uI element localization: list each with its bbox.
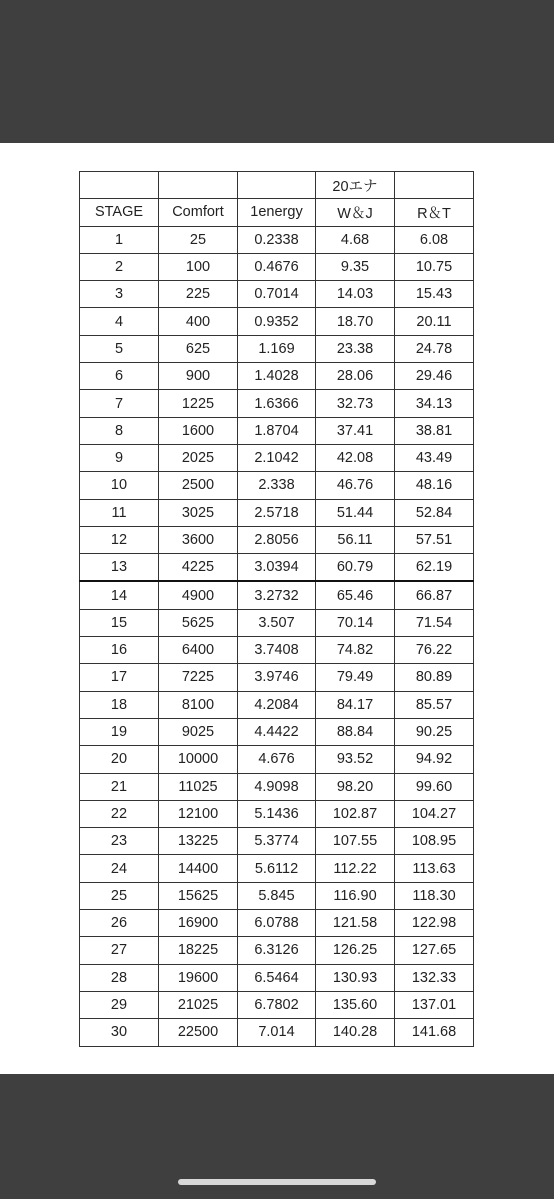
table-cell: 137.01 [395, 991, 474, 1018]
table-row [80, 609, 474, 636]
table-row [80, 526, 474, 553]
table-cell: 8100 [159, 691, 238, 718]
table-cell: 14.03 [316, 281, 395, 308]
table-cell: 5 [80, 335, 159, 362]
table-cell: 18225 [159, 937, 238, 964]
table-cell: 6 [80, 363, 159, 390]
table-row [80, 882, 474, 909]
table-cell: 23 [80, 828, 159, 855]
table-cell: 20エナ [316, 172, 395, 199]
table-cell: 113.63 [395, 855, 474, 882]
table-cell: 38.81 [395, 417, 474, 444]
table-cell: 1600 [159, 417, 238, 444]
table-row [80, 308, 474, 335]
table-cell: 102.87 [316, 800, 395, 827]
table-cell: 28 [80, 964, 159, 991]
table-cell: 20 [80, 746, 159, 773]
table-cell: 65.46 [316, 581, 395, 609]
table-cell: 118.30 [395, 882, 474, 909]
table-cell: 26 [80, 910, 159, 937]
table-cell: 141.68 [395, 1019, 474, 1046]
table-cell [159, 172, 238, 199]
table-cell: 6.7802 [238, 991, 316, 1018]
table-cell: 22500 [159, 1019, 238, 1046]
table-row [80, 800, 474, 827]
table-cell: 6.0788 [238, 910, 316, 937]
home-indicator[interactable] [178, 1179, 376, 1185]
table-cell: 6400 [159, 637, 238, 664]
table-row [80, 637, 474, 664]
table-cell: 5.1436 [238, 800, 316, 827]
table-cell: 0.9352 [238, 308, 316, 335]
table-cell: 3.507 [238, 609, 316, 636]
table-cell: 104.27 [395, 800, 474, 827]
table-cell: 19 [80, 718, 159, 745]
table-row [80, 253, 474, 280]
table-cell: 52.84 [395, 499, 474, 526]
table-cell: 9 [80, 444, 159, 471]
table-cell: 90.25 [395, 718, 474, 745]
table-cell: 625 [159, 335, 238, 362]
table-cell: 93.52 [316, 746, 395, 773]
table-cell: 22 [80, 800, 159, 827]
table-cell: 4.9098 [238, 773, 316, 800]
table-row [80, 472, 474, 499]
table-cell: 15 [80, 609, 159, 636]
table-cell: 10 [80, 472, 159, 499]
table-cell: 17 [80, 664, 159, 691]
table-cell: 19600 [159, 964, 238, 991]
table-cell: 130.93 [316, 964, 395, 991]
table-row [80, 554, 474, 582]
table-cell: 2.1042 [238, 444, 316, 471]
table-row [80, 226, 474, 253]
table-cell: 10000 [159, 746, 238, 773]
table-row [80, 855, 474, 882]
table-cell: 48.16 [395, 472, 474, 499]
table-cell: 28.06 [316, 363, 395, 390]
table-cell: 400 [159, 308, 238, 335]
table-cell: 9025 [159, 718, 238, 745]
table-cell: 70.14 [316, 609, 395, 636]
table-cell: 6.5464 [238, 964, 316, 991]
table-cell: 16900 [159, 910, 238, 937]
table-cell: 11025 [159, 773, 238, 800]
table-row [80, 828, 474, 855]
table-cell: 30 [80, 1019, 159, 1046]
table-row [80, 335, 474, 362]
table-row [80, 444, 474, 471]
table-row [80, 499, 474, 526]
table-cell: 132.33 [395, 964, 474, 991]
table-cell: 5.6112 [238, 855, 316, 882]
table-cell: 225 [159, 281, 238, 308]
table-cell: W＆J [316, 199, 395, 226]
table-cell: 121.58 [316, 910, 395, 937]
table-cell [80, 172, 159, 199]
table-cell: 3.9746 [238, 664, 316, 691]
table-cell: 3025 [159, 499, 238, 526]
table-cell: 2500 [159, 472, 238, 499]
table-cell: 18 [80, 691, 159, 718]
table-cell: 29.46 [395, 363, 474, 390]
table-cell: 8 [80, 417, 159, 444]
table-row [80, 937, 474, 964]
table-cell: 127.65 [395, 937, 474, 964]
table-cell: 6.3126 [238, 937, 316, 964]
header-row-top [80, 172, 474, 199]
table-cell: 46.76 [316, 472, 395, 499]
table-cell: 3.2732 [238, 581, 316, 609]
table-cell: 24.78 [395, 335, 474, 362]
table-cell: 0.7014 [238, 281, 316, 308]
table-cell: 4225 [159, 554, 238, 582]
table-cell: 1.6366 [238, 390, 316, 417]
table-cell: 1.4028 [238, 363, 316, 390]
table-cell: 25 [80, 882, 159, 909]
header-row [80, 199, 474, 226]
table-cell: 62.19 [395, 554, 474, 582]
table-cell: 99.60 [395, 773, 474, 800]
table-cell: 5625 [159, 609, 238, 636]
table-row [80, 964, 474, 991]
table-row [80, 664, 474, 691]
table-cell: 66.87 [395, 581, 474, 609]
table-cell: 3 [80, 281, 159, 308]
table-cell: 43.49 [395, 444, 474, 471]
table-cell: 4.4422 [238, 718, 316, 745]
table-cell: 4.2084 [238, 691, 316, 718]
table-cell: 29 [80, 991, 159, 1018]
table-cell: 0.4676 [238, 253, 316, 280]
table-body [80, 172, 474, 1047]
table-cell: 79.49 [316, 664, 395, 691]
table-cell: 1225 [159, 390, 238, 417]
table-cell: 11 [80, 499, 159, 526]
table-cell: 14400 [159, 855, 238, 882]
table-cell: 13225 [159, 828, 238, 855]
table-cell: 94.92 [395, 746, 474, 773]
table-cell: 98.20 [316, 773, 395, 800]
table-cell: R＆T [395, 199, 474, 226]
table-cell: 2025 [159, 444, 238, 471]
table-cell: 13 [80, 554, 159, 582]
table-row [80, 773, 474, 800]
table-cell: 57.51 [395, 526, 474, 553]
table-cell: 3600 [159, 526, 238, 553]
table-cell: Comfort [159, 199, 238, 226]
table-row [80, 991, 474, 1018]
table-cell: 23.38 [316, 335, 395, 362]
table-cell: 140.28 [316, 1019, 395, 1046]
table-cell: 6.08 [395, 226, 474, 253]
table-cell: 108.95 [395, 828, 474, 855]
table-row [80, 746, 474, 773]
table-cell: 7225 [159, 664, 238, 691]
table-cell: 15625 [159, 882, 238, 909]
table-cell: 107.55 [316, 828, 395, 855]
table-cell: 4.68 [316, 226, 395, 253]
table-cell: 37.41 [316, 417, 395, 444]
table-cell: 1energy [238, 199, 316, 226]
table-row [80, 718, 474, 745]
table-cell: 1 [80, 226, 159, 253]
table-cell: 16 [80, 637, 159, 664]
table-cell: 2 [80, 253, 159, 280]
table-cell: 34.13 [395, 390, 474, 417]
table-cell [238, 172, 316, 199]
table-row [80, 581, 474, 609]
table-cell: STAGE [80, 199, 159, 226]
table-row [80, 281, 474, 308]
table-cell: 116.90 [316, 882, 395, 909]
table-cell: 1.169 [238, 335, 316, 362]
table-cell: 0.2338 [238, 226, 316, 253]
table-cell: 10.75 [395, 253, 474, 280]
table-cell: 3.0394 [238, 554, 316, 582]
table-cell: 56.11 [316, 526, 395, 553]
table-cell: 18.70 [316, 308, 395, 335]
table-cell: 27 [80, 937, 159, 964]
table-cell: 74.82 [316, 637, 395, 664]
document-page [0, 143, 554, 1074]
table-cell: 21025 [159, 991, 238, 1018]
table-cell: 3.7408 [238, 637, 316, 664]
table-cell: 60.79 [316, 554, 395, 582]
table-cell: 126.25 [316, 937, 395, 964]
table-cell: 88.84 [316, 718, 395, 745]
table-cell: 5.845 [238, 882, 316, 909]
table-row [80, 390, 474, 417]
table-cell: 20.11 [395, 308, 474, 335]
table-cell: 4.676 [238, 746, 316, 773]
table-cell: 12100 [159, 800, 238, 827]
table-cell: 5.3774 [238, 828, 316, 855]
table-cell: 7.014 [238, 1019, 316, 1046]
table-cell: 12 [80, 526, 159, 553]
table-cell: 2.8056 [238, 526, 316, 553]
table-cell: 135.60 [316, 991, 395, 1018]
table-cell: 122.98 [395, 910, 474, 937]
table-cell: 7 [80, 390, 159, 417]
table-cell: 15.43 [395, 281, 474, 308]
table-cell: 85.57 [395, 691, 474, 718]
table-cell: 76.22 [395, 637, 474, 664]
table-cell: 2.338 [238, 472, 316, 499]
table-cell: 2.5718 [238, 499, 316, 526]
table-cell [395, 172, 474, 199]
table-cell: 21 [80, 773, 159, 800]
table-row [80, 1019, 474, 1046]
table-row [80, 910, 474, 937]
table-cell: 24 [80, 855, 159, 882]
table-cell: 51.44 [316, 499, 395, 526]
table-cell: 1.8704 [238, 417, 316, 444]
table-cell: 80.89 [395, 664, 474, 691]
table-cell: 4 [80, 308, 159, 335]
table-cell: 112.22 [316, 855, 395, 882]
table-cell: 4900 [159, 581, 238, 609]
table-row [80, 363, 474, 390]
table-cell: 14 [80, 581, 159, 609]
table-cell: 900 [159, 363, 238, 390]
table-cell: 84.17 [316, 691, 395, 718]
table-cell: 32.73 [316, 390, 395, 417]
table-row [80, 417, 474, 444]
table-cell: 100 [159, 253, 238, 280]
table-cell: 42.08 [316, 444, 395, 471]
table-cell: 71.54 [395, 609, 474, 636]
table-cell: 25 [159, 226, 238, 253]
stage-table [79, 171, 474, 1047]
table-cell: 9.35 [316, 253, 395, 280]
table-row [80, 691, 474, 718]
